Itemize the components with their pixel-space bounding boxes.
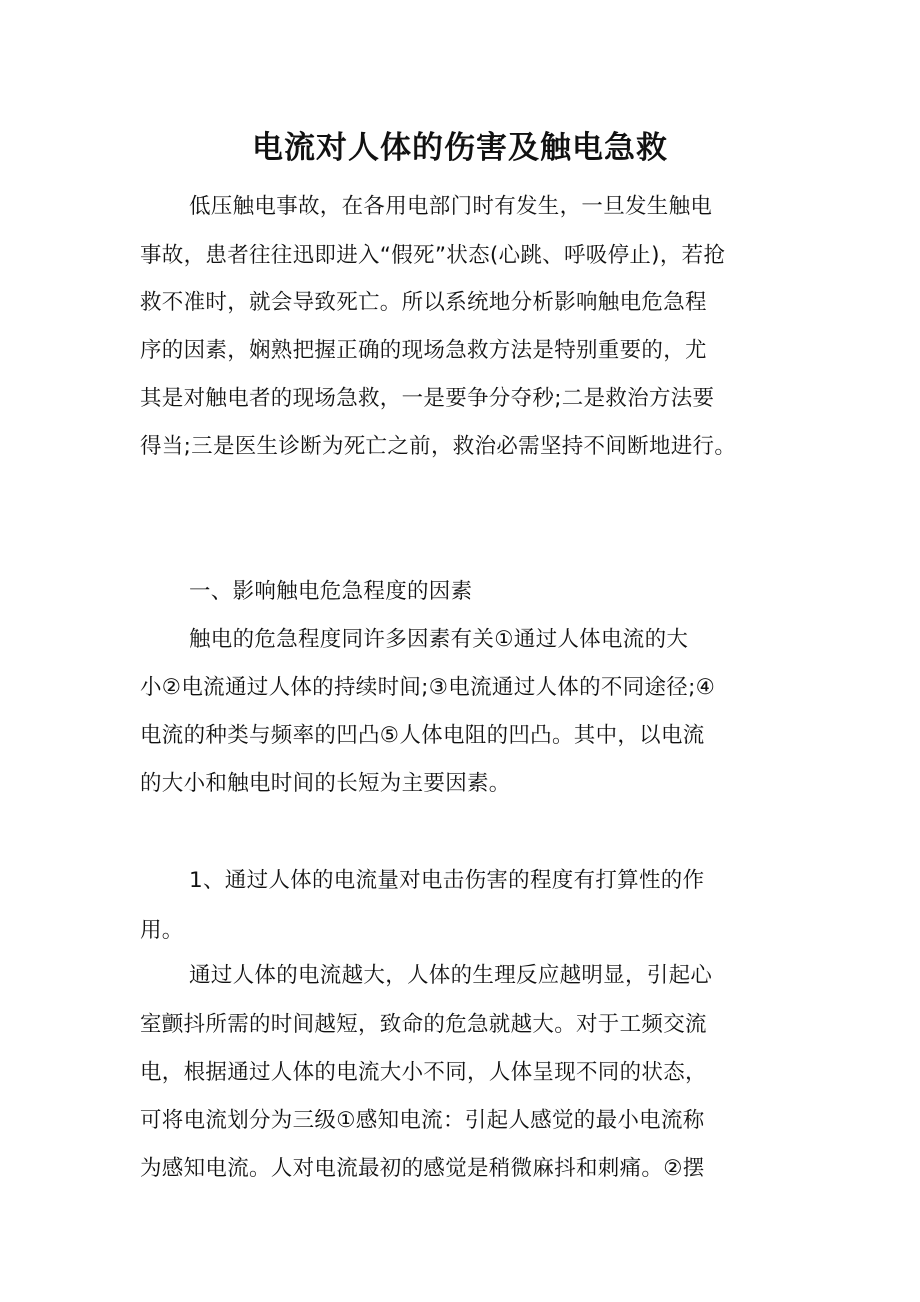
paragraph-line: 救不准时，就会导致死亡。所以系统地分析影响触电危急程 (140, 290, 707, 315)
paragraph-line: 室颤抖所需的时间越短，致命的危急就越大。对于工频交流 (140, 1012, 707, 1037)
paragraph-line: 其是对触电者的现场急救，一是要争分夺秒;二是救治方法要 (140, 386, 715, 411)
paragraph-line: 得当;三是医生诊断为死亡之前，救治必需坚持不间断地进行。 (140, 434, 737, 459)
document-title: 电流对人体的伤害及触电急救 (252, 130, 668, 166)
paragraph-line: 电，根据通过人体的电流大小不同，人体呈现不同的状态， (140, 1060, 707, 1085)
section-heading: 一、影响触电危急程度的因素 (189, 579, 473, 604)
subsection-heading: 1、通过人体的电流量对电击伤害的程度有打算性的作 (189, 868, 705, 893)
paragraph-line: 电流的种类与频率的凹凸⑤人体电阻的凹凸。其中，以电流 (140, 723, 705, 748)
paragraph-line: 小②电流通过人体的持续时间;③电流通过人体的不同途径;④ (140, 675, 716, 700)
paragraph-line: 通过人体的电流越大，人体的生理反应越明显，引起心 (189, 963, 713, 988)
paragraph-line: 事故，患者往往迅即进入“假死”状态(心跳、呼吸停止)，若抢 (140, 243, 726, 268)
subsection-heading: 用。 (140, 918, 184, 943)
paragraph-line: 低压触电事故，在各用电部门时有发生，一旦发生触电 (189, 194, 713, 219)
paragraph-line: 的大小和触电时间的长短为主要因素。 (140, 771, 511, 796)
paragraph-line: 为感知电流。人对电流最初的感觉是稍微麻抖和刺痛。②摆 (140, 1156, 705, 1181)
paragraph-line: 可将电流划分为三级①感知电流：引起人感觉的最小电流称 (140, 1108, 705, 1133)
paragraph-line: 触电的危急程度同许多因素有关①通过人体电流的大 (189, 627, 689, 652)
paragraph-line: 序的因素，娴熟把握正确的现场急救方法是特别重要的，尤 (140, 338, 707, 363)
